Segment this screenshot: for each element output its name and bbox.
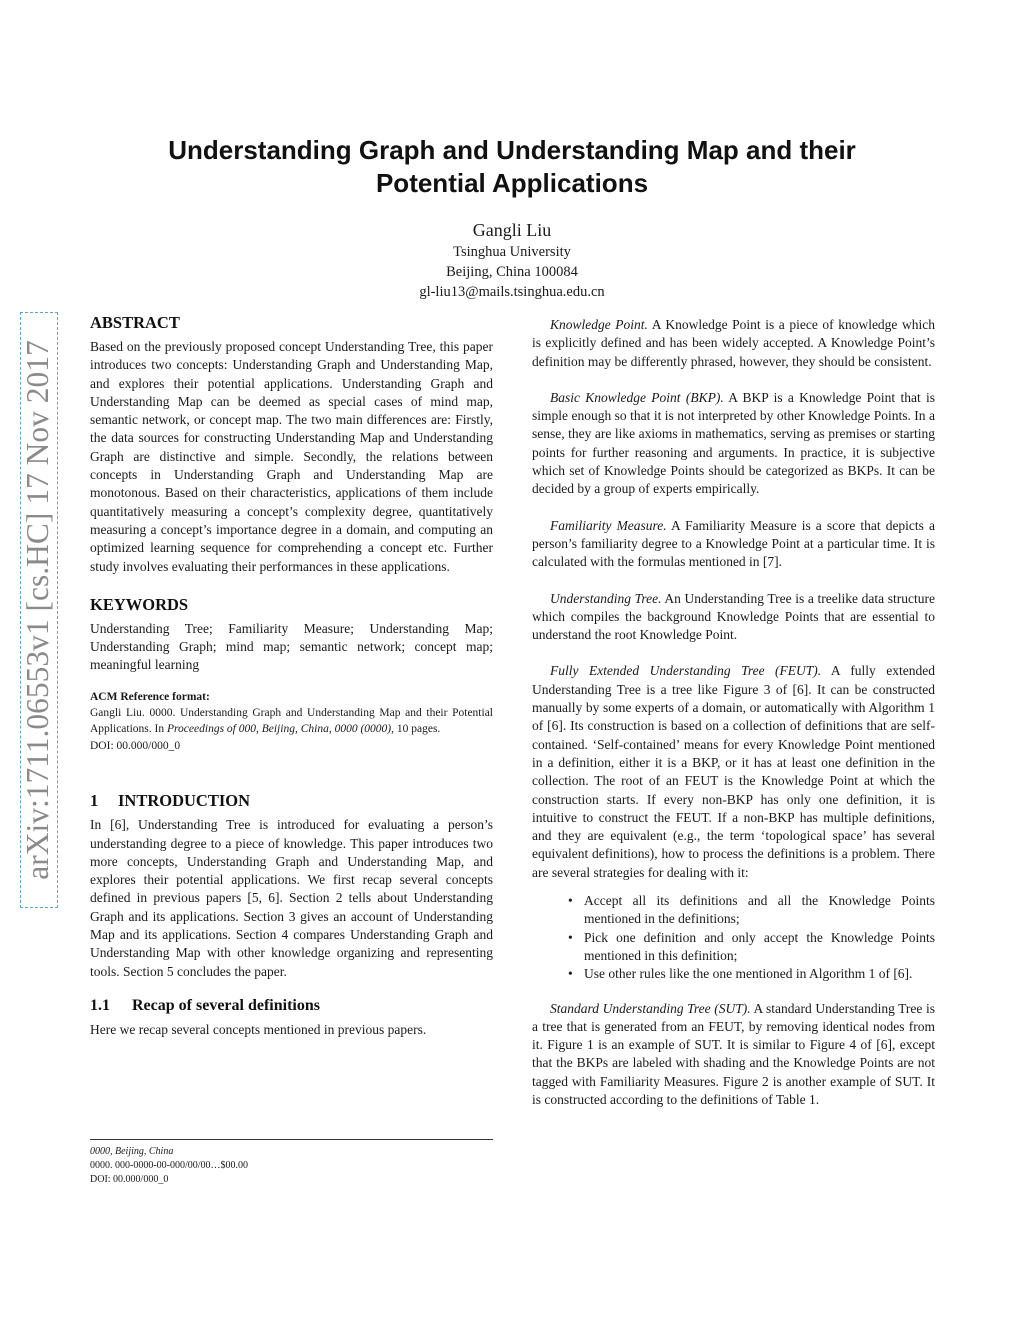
definition-text: A fully extended Understanding Tree is a tree like Figure 3 of [6]. It can be constructed manually by some experts of a domain, or automatically with Algorithm 1 of [6]. Its construction is based on a collection of definitions that are self-contained. ‘Self-contained’ means for every Knowledge Point mentioned in a definition, either it is a BKP, or it has at least one definition in the collection. The root of an FEUT is the Knowledge Point at which the construction starts. If every non-BKP has only one definition, it is intuitive to construct the FEUT. If a non-BKP has multiple definitions, and they are equivalent (e.g., the term ‘topological space’ has several equivalent definitions), how to process the definitions is a problem. There are several strategies for dealing with it: [532,663,935,880]
acm-reference-text [90,705,493,738]
arxiv-stamp[interactable]: arXiv:1711.06553v1 [cs.HC] 17 Nov 2017 [20,340,55,880]
acm-reference-pages: 10 pages. [393,723,441,736]
recap-number: 1.1 [90,996,110,1014]
acm-reference-authors-title: Gangli Liu. 0000. Understanding Graph and Understanding Map and their Potential Applications. In [90,706,493,736]
keywords-text: Understanding Tree; Familiarity Measure; Understanding Map; Understanding Graph; mind map; semantic network; concept map; meaningful learning [90,620,493,673]
keywords-heading: KEYWORDS [90,594,189,614]
definition-term: Familiarity Measure. [550,517,667,533]
definition-sut [532,1000,935,1110]
left-column [90,312,493,1039]
definition-familiarity-measure [532,517,935,572]
definition-text: An Understanding Tree is a treelike data structure which compiles the background Knowledge Points that are essential to understand the root Knowledge Point. [532,590,935,643]
footnote-isbn: 0000. 000-0000-00-000/00/00…$00.00 [90,1160,249,1171]
introduction-title: INTRODUCTION [118,791,251,811]
acm-reference-doi: DOI: 00.000/000_0 [90,739,181,752]
recap-title: Recap of several definitions [132,996,320,1014]
acm-reference-venue: Proceedings of 000, Beijing, China, 0000 (0000), [166,723,394,736]
definition-term: Standard Understanding Tree (SUT). [550,1000,751,1016]
bullet-icon: • [568,966,573,982]
definition-term: Basic Knowledge Point (BKP). [550,389,724,405]
bullet-icon: • [568,893,573,909]
paper-title [120,134,904,200]
list-item-text: Use other rules like the one mentioned in Algorithm 1 of [6]. [584,966,913,982]
right-column [532,316,935,1109]
footnote-doi: DOI: 00.000/000_0 [90,1174,169,1185]
definition-term: Understanding Tree. [550,590,662,606]
acm-reference [90,689,493,755]
definition-feut [532,662,935,882]
footnote-rule [90,1139,493,1140]
definition-text: A Familiarity Measure is a score that depicts a person’s familiarity degree to a Knowledge Point at a particular time. It is calculated with the formulas mentioned in [7]. [532,517,935,570]
author-institution: Tsinghua University [453,244,571,260]
acm-reference-label: ACM Reference format: [90,690,210,703]
paper-title-line-2: Potential Applications [375,168,649,198]
author-email[interactable]: gl-liu13@mails.tsinghua.edu.cn [419,284,605,300]
author-location: Beijing, China 100084 [446,264,578,280]
abstract-text: Based on the previously proposed concept Understanding Tree, this paper introduces two concepts: Understanding Graph and Understanding Map, and explores their potential applications. Understanding Graph and Understanding Map can be deemed as special cases of mind map, semantic network, or concept map. The two main differences are: Firstly, the data sources for constructing Understanding Map and Understanding Graph are distinctive and simple. Secondly, the relations between concepts in Understanding Graph and Understanding Map are monotonous. Based on their characteristics, applications of them include quantitatively measuring a concept’s complexity degree, quantitatively measuring a concept’s importance degree in a domain, and computing an optimized learning sequence for comprehending a concept etc. Further study involves evaluating their performances in these applications. [90,339,493,574]
introduction-text: In [6], Understanding Tree is introduced for evaluating a person’s understanding degree to a piece of knowledge. This paper introduces two more concepts, Understanding Graph and Understanding Map, and explores their potential applications. We first recap several concepts defined in previous papers [5, 6]. Section 2 tells about Understanding Graph and its applications. Section 3 gives an account of Understanding Map and its applications. Section 4 compares Understanding Graph and Understanding Map with other knowledge organizing and representing tools. Section 5 concludes the paper. [90,817,493,979]
introduction-heading [90,790,493,812]
abstract-heading: ABSTRACT [90,313,180,332]
footnotes [90,1145,493,1187]
recap-heading [90,995,493,1017]
definition-term: Fully Extended Understanding Tree (FEUT). [550,663,822,679]
strategy-list [532,892,935,983]
definition-text: A Knowledge Point is a piece of knowledge which is explicitly defined and has been widely accepted. A Knowledge Point’s definition may be differently phrased, however, they should be consistent. [532,317,935,369]
bullet-icon: • [568,929,573,945]
introduction-number: 1 [90,791,99,811]
definition-term: Knowledge Point. [550,317,648,332]
recap-text: Here we recap several concepts mentioned in previous papers. [90,1021,427,1037]
definition-text: A BKP is a Knowledge Point that is simple enough so that it is not interpreted by other Knowledge Points. In a sense, they are like axioms in mathematics, serving as premises or starting points for further reasoning and arguments. In practice, it is subjective which set of Knowledge Points should be categorized as BKPs. It can be decided by a group of experts empirically. [532,389,935,497]
paper-title-line-1: Understanding Graph and Understanding Map and their [168,135,856,165]
footnote-venue: 0000, Beijing, China [90,1146,174,1157]
definition-knowledge-point [532,316,935,371]
author-name: Gangli Liu [472,220,552,240]
definition-understanding-tree [532,590,935,645]
list-item [568,892,935,929]
author-block [262,218,762,302]
list-item-text: Pick one definition and only accept the Knowledge Points mentioned in this definition; [584,929,935,963]
definition-bkp [532,389,935,499]
list-item-text: Accept all its definitions and all the Knowledge Points mentioned in the definitions; [584,893,935,927]
list-item [568,929,935,966]
definition-text: A standard Understanding Tree is a tree that is generated from an FEUT, by removing identical nodes from it. Figure 1 is an example of SUT. It is similar to Figure 4 of [6], except that the BKPs are labeled with shading and the Knowledge Points are not tagged with Familiarity Measures. Figure 2 is another example of SUT. It is constructed according to the definitions of Table 1. [532,1000,935,1107]
list-item [568,965,935,983]
